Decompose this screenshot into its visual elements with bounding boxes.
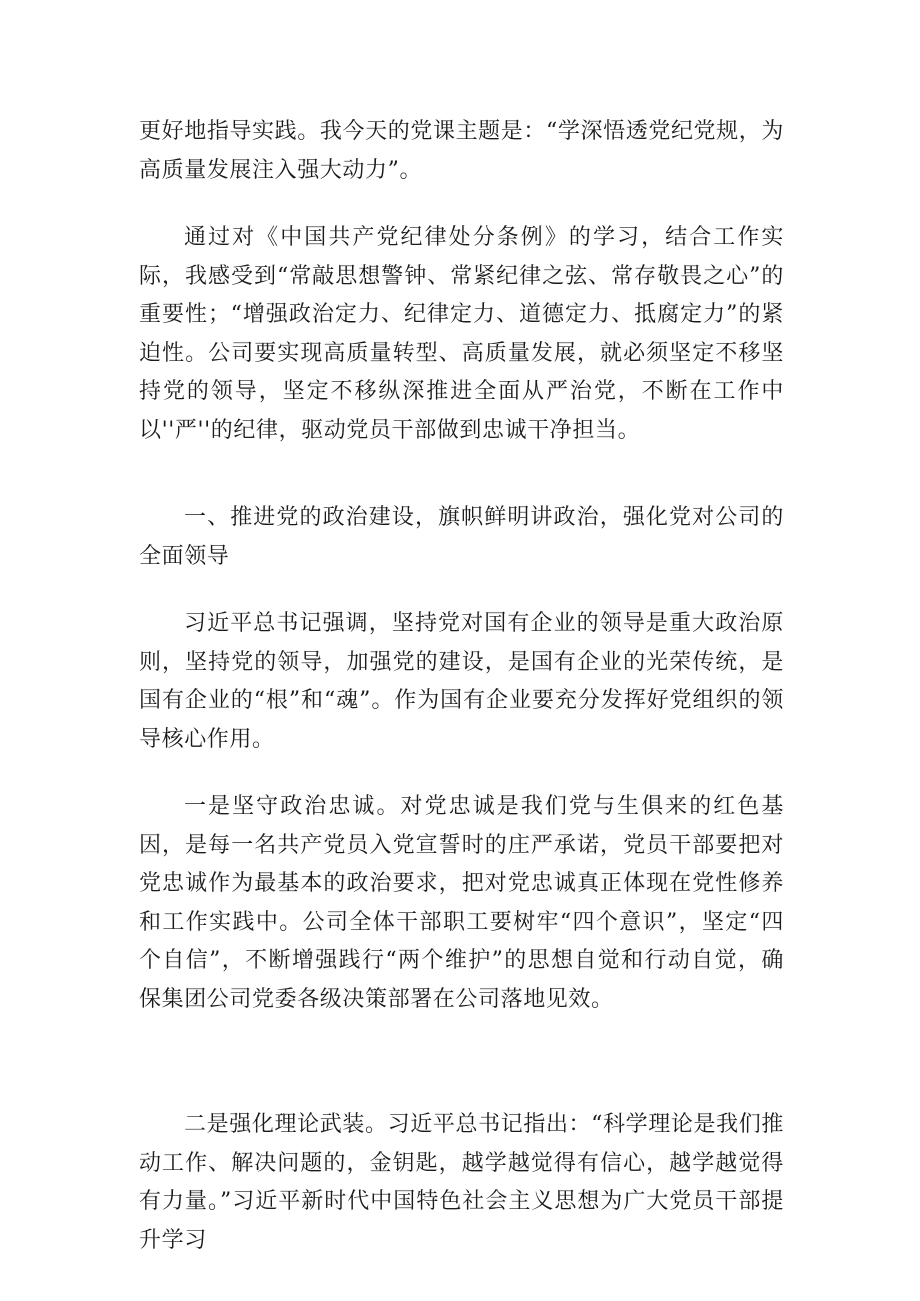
paragraph-party-leadership: 习近平总书记强调，坚持党对国有企业的领导是重大政治原则，坚持党的领导，加强党的建设，是国有企业的光荣传统，是国有企业的“根”和“魂”。作为国有企业要充分发挥好党组织的领导核心作用。	[139, 611, 784, 752]
section-heading-1: 一、推进党的政治建设，旗帜鲜明讲政治，强化党对公司的全面领导	[139, 505, 784, 569]
paragraph-intro-continuation: 更好地指导实践。我今天的党课主题是：“学深悟透党纪党规，为高质量发展注入强大动力”。	[139, 119, 784, 183]
paragraph-political-loyalty: 一是坚守政治忠诚。对党忠诚是我们党与生俱来的红色基因，是每一名共产党员入党宣誓时的庄严承诺，党员干部要把对党忠诚作为最基本的政治要求，把对党忠诚真正体现在党性修养和工作实践中。公司全体干部职工要树牢“四个意识”，坚定“四个自信”，不断增强践行“两个维护”的思想自觉和行动自觉，确保集团公司党委各级决策部署在公司落地见效。	[139, 794, 784, 1012]
paragraph-study-reflection: 通过对《中国共产党纪律处分条例》的学习，结合工作实际，我感受到“常敲思想警钟、常紧纪律之弦、常存敬畏之心”的重要性；“增强政治定力、纪律定力、道德定力、抵腐定力”的紧迫性。公司要实现高质量转型、高质量发展，就必须坚定不移坚持党的领导，坚定不移纵深推进全面从严治党，不断在工作中以''严''的纪律，驱动党员干部做到忠诚干净担当。	[139, 225, 784, 443]
paragraph-theory-armament: 二是强化理论武装。习近平总书记指出：“科学理论是我们推动工作、解决问题的，金钥匙，越学越觉得有信心，越学越觉得有力量。”习近平新时代中国特色社会主义思想为广大党员干部提升学习	[139, 1112, 784, 1253]
